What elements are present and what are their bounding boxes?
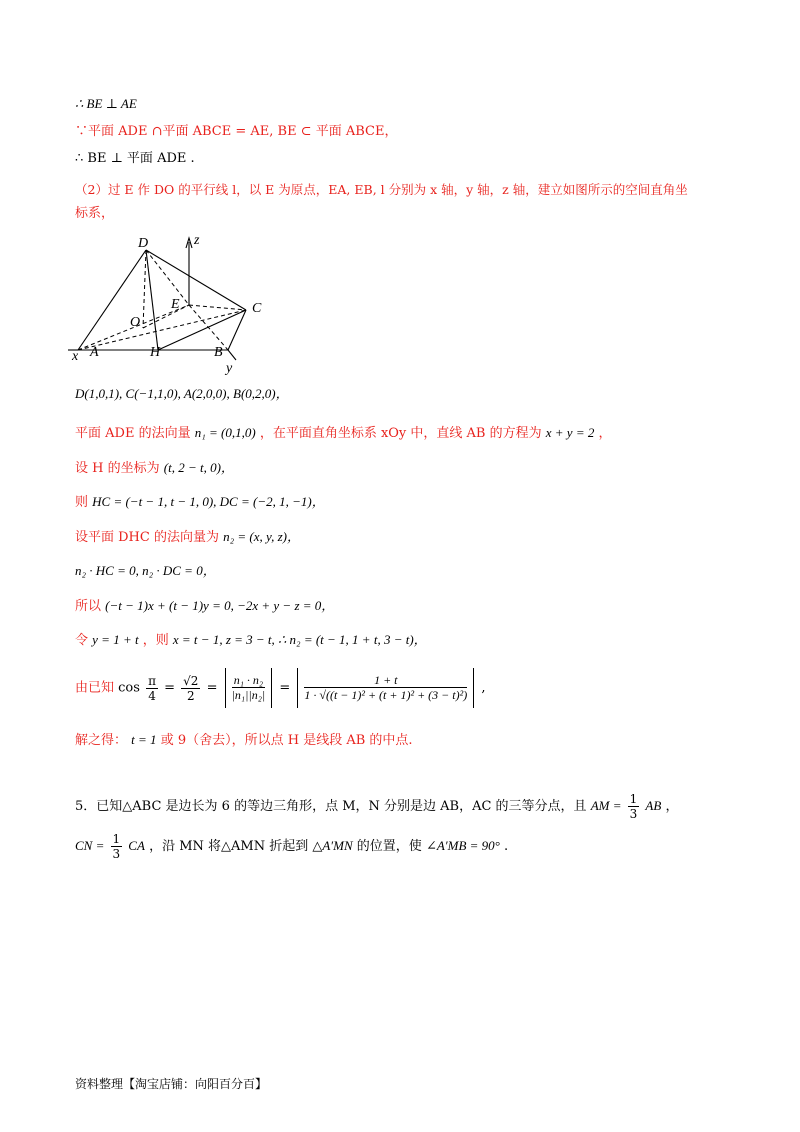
frac-pi-4: $\frac{\pi}{4}$ [148,673,156,703]
line-vectors: 则 HC = (−t − 1, t − 1, 0), DC = (−2, 1, −1)， [75,494,325,510]
label-x: x [72,349,79,364]
frac-1-3-b: $\frac{1}{3}$ [112,832,121,861]
label-h: H [150,345,161,360]
line-h-coord: 设 H 的坐标为 (t, 2 − t, 0)， [75,460,234,476]
edge-da [78,250,146,350]
edge-ec [189,305,246,310]
line-part2-setup: （2）过 E 作 DO 的平行线 l，以 E 为原点，EA, EB, l 分别为 x 轴，y 轴，z 轴，建立如图所示的空间直角坐 [75,182,688,197]
label-o: O [130,315,141,330]
problem-5-line1: 5．已知△ABC 是边长为 6 的等边三角形，点 M，N 分别是边 AB，AC 的三等分点，且 AM = $\frac{1}{3}$ AB ， [75,792,679,821]
y-axis [228,350,236,360]
coordinate-figure [68,230,278,375]
label-c: C [252,301,262,316]
edge-hc [158,310,246,350]
edge-dc [146,250,246,310]
label-y: y [226,361,233,375]
edge-do [143,250,146,328]
line-be-perp-ae: ∴ BE ⊥ AE [75,96,137,111]
footer-source: 资料整理【淘宝店铺：向阳百分百】 [75,1077,268,1091]
label-e: E [171,297,180,312]
label-d: D [138,236,149,251]
line-be-perp-plane: ∴ BE ⊥ 平面 ADE . [75,151,195,166]
label-b: B [214,345,223,360]
edge-oe [143,305,189,328]
line-part2-setup-cont: 标系， [75,206,115,221]
line-solution: 解之得： t = 1 或 9（舍去），所以点 H 是线段 AB 的中点. [75,732,413,748]
label-a: A [90,345,99,360]
line-plane-intersection: ∵平面 ADE ∩平面 ABCE = AE, BE ⊂ 平面 ABCE， [75,124,398,139]
line-dot-products: n₂ · HC = 0, n₂ · DC = 0， [75,563,216,578]
edge-bc [228,310,246,350]
edge-ac [78,310,246,350]
label-z: z [194,233,200,248]
problem-5-line2: CN = $\frac{1}{3}$ CA ，沿 MN 将△AMN 折起到 △A′MN 的位置，使 ∠A′MB = 90° . [75,832,509,861]
line-normal-dhc: 设平面 DHC 的法向量为 n₂ = (x, y, z)， [75,529,300,545]
line-so: 所以 (−t − 1)x + (t − 1)y = 0, −2x + y − z = 0， [75,598,335,614]
line-known-cos: 由已知 cos $\frac{\pi}{4}$ = $\frac{√2}{2}$ = $\frac{\text{n₁ · n₂}}{\text{|n₁||n₂|}}$ = $\frac{1 + t}{\text{1 · √((t − 1)² + (t + 1)² + (3 − t)²)}}$ , [75,668,485,709]
line-normal-ade: 平面 ADE 的法向量 n₁ = (0,1,0) ，在平面直角坐标系 xOy 中，直线 AB 的方程为 x + y = 2 ， [75,425,612,441]
frac-sqrt2-2: $\frac{√2}{2}$ [183,673,199,703]
frac-1-3-a: $\frac{1}{3}$ [629,792,638,821]
line-coords: D(1,0,1), C(−1,1,0), A(2,0,0), B(0,2,0)， [75,386,289,401]
abs-rhs: $\frac{1 + t}{\text{1 · √((t − 1)² + (t + 1)² + (3 − t)²)}}$ [297,668,474,708]
line-let: 令 y = 1 + t ，则 x = t − 1, z = 3 − t, ∴ n₂ = (t − 1, 1 + t, 3 − t)， [75,632,427,648]
abs-n1n2: $\frac{\text{n₁ · n₂}}{\text{|n₁||n₂|}}$ [225,668,273,708]
edge-dh [146,250,158,350]
edge-de [146,250,189,305]
edge-eb [189,305,228,350]
